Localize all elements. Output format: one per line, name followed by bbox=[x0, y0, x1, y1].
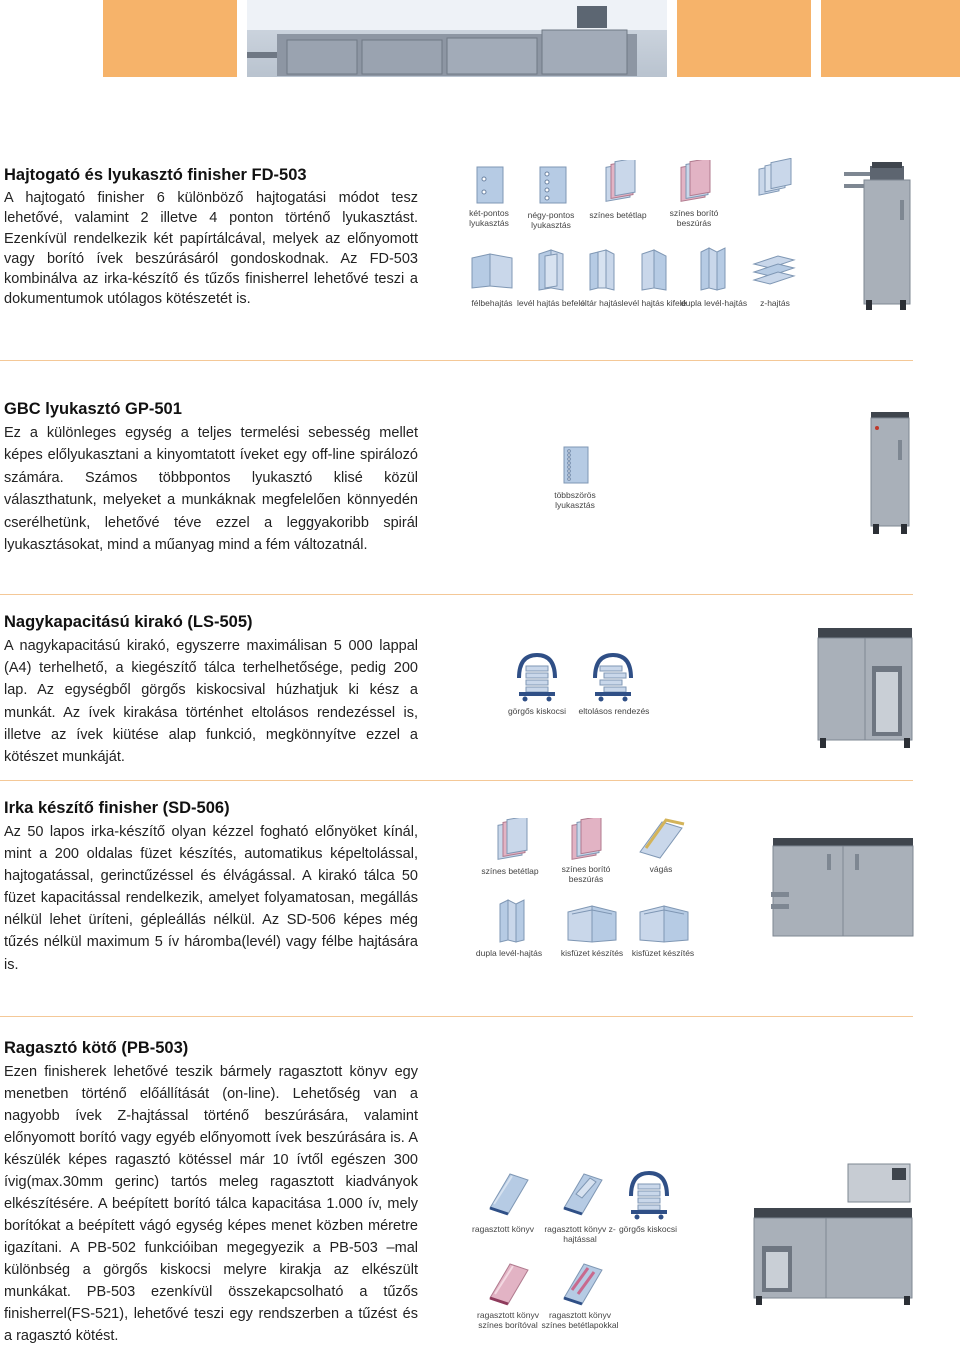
fd-503-machine-image bbox=[842, 160, 922, 312]
section-divider bbox=[0, 360, 913, 361]
section-body: Az 50 lapos irka-készítő olyan kézzel fogható előnyöket kínál, mint a 200 oldalas füzet készítés, automatikus képeltolással, hajtogatással, gerinctűzéssel és élvágással. A kirakó tálca 50 füzet kapacitással rendelkezik, amelyet folyamatosan, megállás nélkül lehet üríteni, gépleállás nélkül. Az SD-506 képes még tűzés nélkül maximum 5 ív háromba(levél) vagy félbe hajtására is. bbox=[4, 824, 418, 973]
half-fold-icon bbox=[470, 250, 514, 290]
icon-caption: levél hajtás befelé bbox=[516, 298, 586, 308]
banner-block-3 bbox=[821, 0, 960, 77]
z-fold-icon bbox=[752, 250, 796, 290]
icon-caption: négy-pontos lyukasztás bbox=[527, 210, 575, 230]
section-title: Hajtogató és lyukasztó finisher FD-503 bbox=[4, 166, 307, 184]
color-insert-sheet-icon bbox=[494, 818, 530, 862]
icon-caption: eltolásos rendezés bbox=[578, 706, 650, 716]
icon-caption: kisfüzet készítés bbox=[631, 948, 695, 958]
section-body: A hajtogató finisher 6 különböző hajtogatási módot tesz lehetővé, valamint 2 illetve 4 ponton történő lyukasztást. Ezenkívül rendelkezik két papírtálcával, melyek az előnyomott vagy borító ívek beszúrásáról gondoskodnak. Az FD-503 kombinálva az irka-készítő és tűzős finisherrel lehetővé teszi a dokumentumok utólagos kötészetét is. bbox=[4, 190, 418, 308]
section-divider bbox=[0, 1016, 913, 1017]
perfect-bound-color-inserts-icon bbox=[560, 1258, 606, 1308]
section-divider bbox=[0, 594, 913, 595]
icon-caption: dupla levél-hajtás bbox=[680, 298, 748, 308]
section-title: GBC lyukasztó GP-501 bbox=[4, 400, 182, 418]
banner-photo bbox=[247, 0, 667, 77]
trimming-icon bbox=[636, 812, 688, 860]
banner-block-1 bbox=[103, 0, 237, 77]
section-title: Ragasztó kötő (PB-503) bbox=[4, 1039, 189, 1057]
section-title: Nagykapacitású kirakó (LS-505) bbox=[4, 613, 253, 631]
icon-caption: két-pontos lyukasztás bbox=[469, 208, 509, 228]
icon-caption: ragasztott könyv színes betétlapokkal bbox=[541, 1310, 619, 1330]
icon-caption: levél hajtás kifelé bbox=[621, 298, 687, 308]
icon-caption: színes betétlap bbox=[589, 210, 647, 220]
section-divider bbox=[0, 780, 913, 781]
icon-caption: dupla levél-hajtás bbox=[475, 948, 543, 958]
perfect-bound-book-icon bbox=[486, 1168, 532, 1218]
double-parallel-fold-icon bbox=[697, 244, 729, 292]
icon-caption: z-hajtás bbox=[760, 298, 790, 308]
paper-stack-icon bbox=[755, 158, 795, 200]
icon-caption: színes borító beszúrás bbox=[561, 864, 611, 884]
booklet-making-icon bbox=[638, 902, 690, 944]
pb-503-machine-image bbox=[752, 1162, 916, 1306]
section-body: A nagykapacitású kirakó, egyszerre maximálisan 5 000 lappal (A4) terhelhető, a kiegészítő tálca terhelhetősége, pedig 200 lap. Az egységből görgős kiskocsival húzhatjuk ki kész a munkát. Az ívek kirakása történhet eltolásos rendezéssel is, illetve az ívek kiütése alap funkció, megkönnyítve ezzel a kötészet munkáját. bbox=[4, 638, 418, 766]
section-title: Irka készítő finisher (SD-506) bbox=[4, 799, 230, 817]
icon-caption: görgős kiskocsi bbox=[507, 706, 567, 716]
banner-block-2 bbox=[677, 0, 811, 77]
icon-caption: színes borító beszúrás bbox=[669, 208, 719, 228]
icon-caption: félbehajtás bbox=[471, 298, 513, 308]
perfect-bound-z-fold-icon bbox=[560, 1168, 606, 1218]
icon-caption: ragasztott könyv bbox=[472, 1224, 534, 1234]
offset-stacking-icon bbox=[592, 652, 634, 702]
multi-hole-punch-icon bbox=[563, 446, 589, 484]
icon-caption: görgős kiskocsi bbox=[618, 1224, 678, 1234]
roller-cart-icon bbox=[628, 1170, 670, 1220]
perfect-bound-color-cover-icon bbox=[486, 1258, 532, 1308]
gp-501-machine-image bbox=[866, 410, 914, 536]
letter-fold-out-icon bbox=[638, 248, 670, 292]
icon-caption: színes betétlap bbox=[481, 866, 539, 876]
sd-506-machine-image bbox=[771, 836, 915, 942]
color-cover-insert-icon bbox=[568, 818, 604, 862]
icon-caption: többszörös lyukasztás bbox=[554, 490, 596, 510]
letter-fold-in-icon bbox=[535, 248, 567, 292]
roller-cart-icon bbox=[516, 652, 558, 702]
color-cover-insert-icon bbox=[677, 160, 713, 204]
two-hole-punch-icon bbox=[476, 166, 504, 204]
icon-caption: kisfüzet készítés bbox=[560, 948, 624, 958]
icon-caption: vágás bbox=[649, 864, 673, 874]
icon-caption: ragasztott könyv színes borítóval bbox=[477, 1310, 539, 1330]
color-insert-sheet-icon bbox=[602, 160, 638, 204]
icon-caption: ragasztott könyv z-hajtással bbox=[544, 1224, 616, 1244]
section-body: Ez a különleges egység a teljes termelési sebesség mellet képes előlyukasztani a kinyomtatott íveket egy off-line spirálozó számára. Számos többpontos lyukasztó klisé közül választhatunk, melyeket a munkáknak megfelelően könnyedén cserélhetünk, lehetővé téve ezzel a leggyakoribb spirál lyukasztásokat, mind a műanyag mind a fém változatnál. bbox=[4, 425, 418, 554]
ls-505-machine-image bbox=[816, 626, 916, 750]
gate-fold-icon bbox=[586, 248, 618, 292]
printer-line-photo bbox=[247, 0, 667, 77]
four-hole-punch-icon bbox=[539, 166, 567, 204]
double-parallel-fold-icon bbox=[496, 896, 528, 944]
section-body: Ezen finisherek lehetővé teszik bármely ragasztott könyv egy menetben történő előállítását (on-line). Lehetőség van a nagyobb ívek Z-hajtással történő beszúrására, valamint előnyomott borító vagy egyéb előnyomott ívek beszúrására is. A készülék képes ragasztó kötéssel már 10 ívtől egészen 300 ívig(max.30mm gerinc) tartós meleg ragasztott kiadványok elkészítésére. A beépített borító tálca kapacitása 1.000 ív, mely borítókat a beépített vágó egység képes menet közben méretre igazítani. A PB-502 funkcióiban megegyezik a PB-503 –mal különbség a görgős kiskocsi melyre kirakja az elkészült munkákat. PB-503 ezenkívül összekapcsolható a tűzős finisherrel(FS-521), lehetővé teszi egy rendszerben a tűzést és a ragasztó kötést. bbox=[4, 1064, 418, 1344]
icon-caption: oltár hajtás bbox=[580, 298, 622, 308]
booklet-making-icon bbox=[566, 902, 618, 944]
